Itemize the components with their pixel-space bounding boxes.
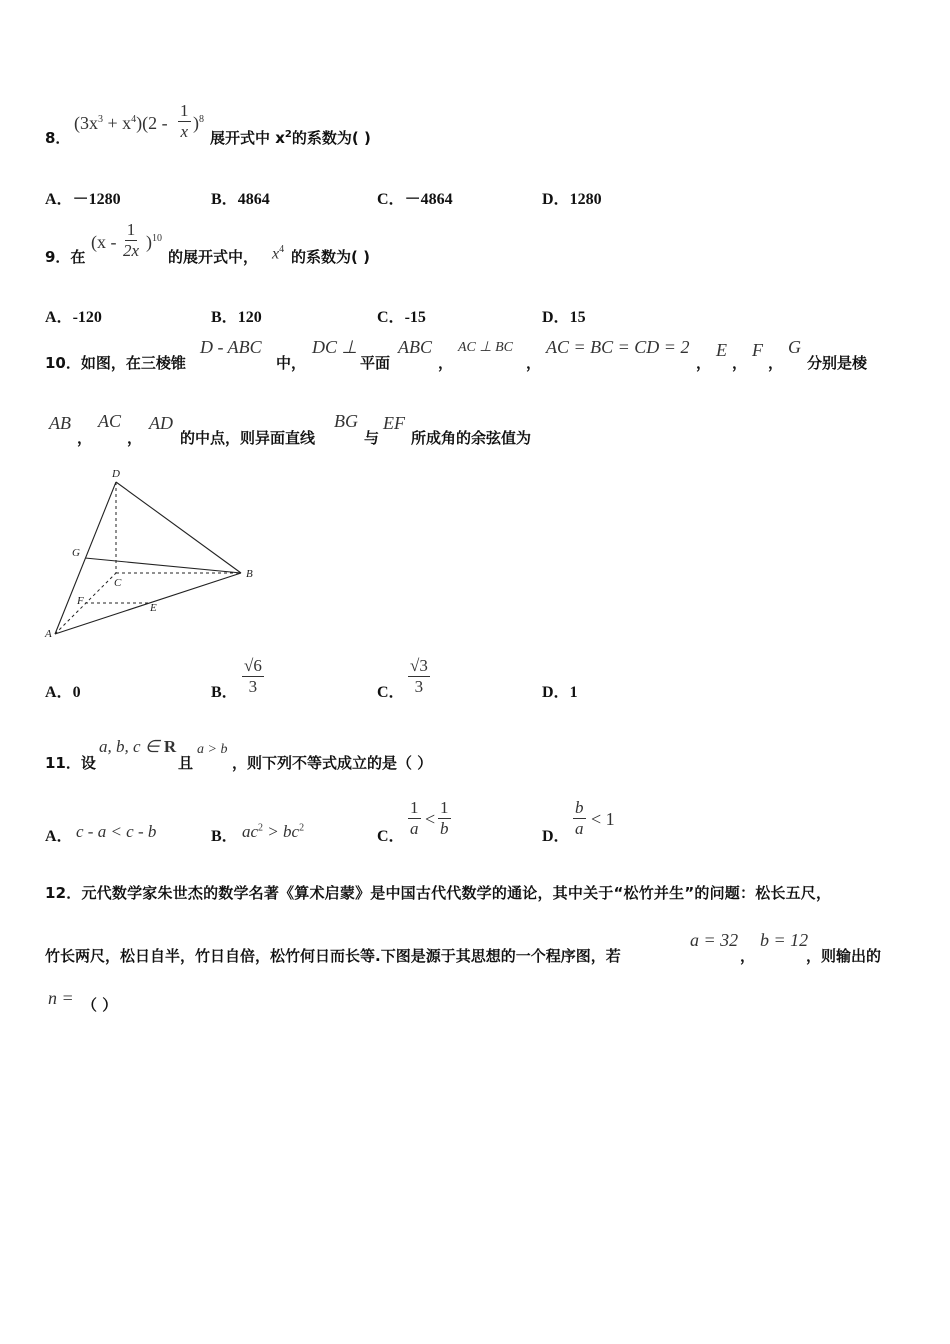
q11-option-d-frac[interactable] (573, 798, 586, 839)
q8-close-paren: ) (193, 113, 199, 133)
q8-exp: 8 (199, 114, 204, 125)
option-label: A． (45, 191, 73, 208)
q8-option-d[interactable] (542, 186, 602, 209)
option-value: 1 (569, 684, 578, 701)
q11-text: ，则下列不等式成立的是（ ） (232, 754, 433, 772)
q10-math: AB (49, 413, 71, 433)
q8-option-a[interactable] (45, 186, 121, 209)
q9-close (146, 232, 162, 253)
q11-option-d-rest: < 1 (591, 809, 615, 829)
q8-frac-num: 1 (180, 101, 189, 120)
q12-answer-paren: （ ） (82, 996, 118, 1014)
q8-close (193, 113, 204, 134)
q9-exp: 10 (152, 233, 162, 244)
q9-text1: 的展开式中， (168, 248, 259, 266)
q12-math-n: n = (48, 988, 74, 1008)
q11-option-b-expr[interactable] (242, 822, 304, 842)
q10-math: EF (383, 413, 405, 433)
q8-text-part: 的系数为( ) (291, 129, 371, 147)
label-f: F (77, 595, 84, 607)
q10-math: G (788, 337, 801, 357)
q10-math: AD (149, 413, 173, 433)
q10-math: ABC (398, 337, 432, 357)
q8-number: 8． (45, 129, 71, 147)
q9-close-paren: ) (146, 232, 152, 252)
option-value: -120 (72, 309, 102, 326)
q9-number: 9．在 (45, 248, 86, 266)
q8-text (210, 127, 371, 148)
option-value: 120 (237, 309, 262, 326)
q10-text: ， (127, 429, 143, 447)
q10-text: 分别是棱 (807, 354, 868, 372)
segment-gb (85, 558, 241, 573)
option-value: 15 (569, 309, 586, 326)
q10-text: 所成角的余弦值为 (411, 429, 532, 447)
q9-frac-den: 2x (123, 241, 140, 260)
q8-exp: 2 (284, 129, 292, 140)
q12-line1: 12．元代数学家朱世杰的数学名著《算术启蒙》是中国古代代数学的通论，其中关于“松竹并生”的问题：松长五尺， (45, 884, 832, 902)
q10-text: 中， (276, 354, 307, 372)
q10-text: 与 (364, 429, 380, 447)
q8-fraction (178, 101, 191, 142)
q10-option-c-fraction[interactable] (408, 656, 430, 697)
q9-open (91, 232, 117, 253)
option-label: A． (45, 684, 73, 701)
q9-option-c[interactable] (377, 304, 426, 327)
frac-num: 1 (440, 798, 449, 817)
q8-option-c[interactable] (377, 186, 453, 209)
q8-frac-den: x (180, 122, 189, 141)
q8-text-part: 展开式中 x (210, 129, 285, 147)
q10-math: DC ⊥ (312, 337, 358, 357)
frac-den: 3 (414, 677, 424, 696)
frac-num: √6 (244, 656, 262, 675)
frac-den: a (575, 819, 584, 838)
q8-expr-part: (3x (74, 113, 98, 133)
q10-math: F (752, 340, 763, 360)
q8-option-b[interactable] (211, 186, 270, 209)
option-label: D． (542, 191, 570, 208)
q8-exp: 3 (98, 114, 103, 125)
q9-option-b[interactable] (211, 304, 262, 327)
q10-option-c-label[interactable]: C． (377, 684, 405, 701)
frac-num: √3 (410, 656, 428, 675)
q10-math: AC (98, 411, 122, 431)
q11-reals: R (163, 737, 177, 756)
q8-expr-part: + x (103, 113, 132, 133)
q10-text: ， (77, 429, 93, 447)
option-value: 4864 (237, 191, 270, 208)
q11-text: 且 (178, 754, 194, 772)
q11-option-c-right-frac[interactable] (438, 798, 451, 839)
label-c: C (114, 577, 122, 589)
q10-number: 10．如图，在三棱锥 (45, 354, 186, 372)
q10-option-b-label[interactable]: B． (211, 684, 238, 701)
q10-text: ， (768, 354, 784, 372)
q12-text: ， (740, 947, 756, 965)
q9-fraction (123, 220, 139, 261)
option-value: －4864 (404, 191, 453, 208)
q12-text: ，则输出的 (806, 947, 882, 965)
q11-option-c-label[interactable]: C． (377, 828, 405, 845)
edge-db (116, 482, 241, 573)
q12-math-a: a = 32 (690, 930, 739, 950)
q11-option-b-label[interactable]: B． (211, 828, 238, 845)
q8-exp: 4 (131, 114, 137, 125)
option-value: 0 (72, 684, 81, 701)
q11-math: a > b (197, 742, 228, 757)
expr-part: ac (242, 822, 259, 841)
q11-math (99, 737, 176, 757)
label-g: G (72, 547, 80, 559)
expr-part: > bc (263, 822, 300, 841)
q10-text: 的中点，则异面直线 (180, 429, 316, 447)
q11-option-a-expr[interactable]: c - a < c - b (76, 822, 157, 841)
q9-option-a[interactable] (45, 304, 102, 327)
q11-option-a-label[interactable]: A． (45, 828, 73, 845)
label-e: E (150, 602, 157, 614)
q10-math: BG (334, 411, 358, 431)
option-value: 1280 (569, 191, 602, 208)
q9-var: x (272, 245, 280, 263)
q8-expr-part: )(2 - (136, 113, 168, 133)
frac-den: 3 (248, 677, 258, 696)
q11-number: 11．设 (45, 754, 96, 772)
q11-option-c-left-frac[interactable] (408, 798, 421, 839)
q9-option-d[interactable] (542, 304, 586, 327)
tetrahedron-diagram (44, 463, 274, 643)
q10-text: ， (526, 354, 542, 372)
q10-option-b-fraction[interactable] (242, 656, 264, 697)
q9-text2: 的系数为( ) (291, 248, 370, 266)
q9-x4 (272, 244, 284, 263)
option-label: C． (377, 191, 405, 208)
q10-option-d[interactable] (542, 679, 578, 702)
q10-text: ， (696, 354, 712, 372)
q12-math-b: b = 12 (760, 930, 809, 950)
q10-math: AC = BC = CD = 2 (546, 337, 690, 357)
expr-exp: 2 (258, 822, 264, 834)
option-value: -15 (404, 309, 426, 326)
q9-frac-num: 1 (126, 220, 136, 239)
option-label: D． (542, 684, 570, 701)
q11-option-c-op: < (425, 809, 436, 829)
option-label: C． (377, 309, 405, 326)
q10-text: 平面 (360, 354, 391, 372)
q11-math-part: a, b, c ∈ (99, 737, 164, 756)
q9-exp: 4 (279, 244, 285, 255)
q12-line2: 竹长两尺，松日自半，竹日自倍，松竹何日而长等.下图是源于其思想的一个程序图，若 (45, 947, 621, 965)
label-b: B (246, 568, 253, 580)
option-label: B． (211, 191, 238, 208)
q11-option-d-label[interactable]: D． (542, 828, 570, 845)
frac-num: b (575, 798, 584, 817)
option-label: B． (211, 309, 238, 326)
q10-text: ， (438, 354, 454, 372)
option-label: A． (45, 309, 73, 326)
label-d: D (112, 468, 120, 480)
frac-num: 1 (410, 798, 419, 817)
q10-math: E (716, 340, 727, 360)
q10-math: D - ABC (200, 337, 262, 357)
option-label: D． (542, 309, 570, 326)
option-value: －1280 (72, 191, 121, 208)
q8-expression (74, 113, 168, 134)
q10-option-a[interactable] (45, 679, 81, 702)
q10-math: AC ⊥ BC (458, 340, 513, 355)
q9-open-paren: (x - (91, 232, 117, 252)
expr-exp: 2 (299, 822, 305, 834)
frac-den: b (440, 819, 449, 838)
label-a: A (45, 628, 52, 640)
q10-text: ， (732, 354, 748, 372)
frac-den: a (410, 819, 419, 838)
